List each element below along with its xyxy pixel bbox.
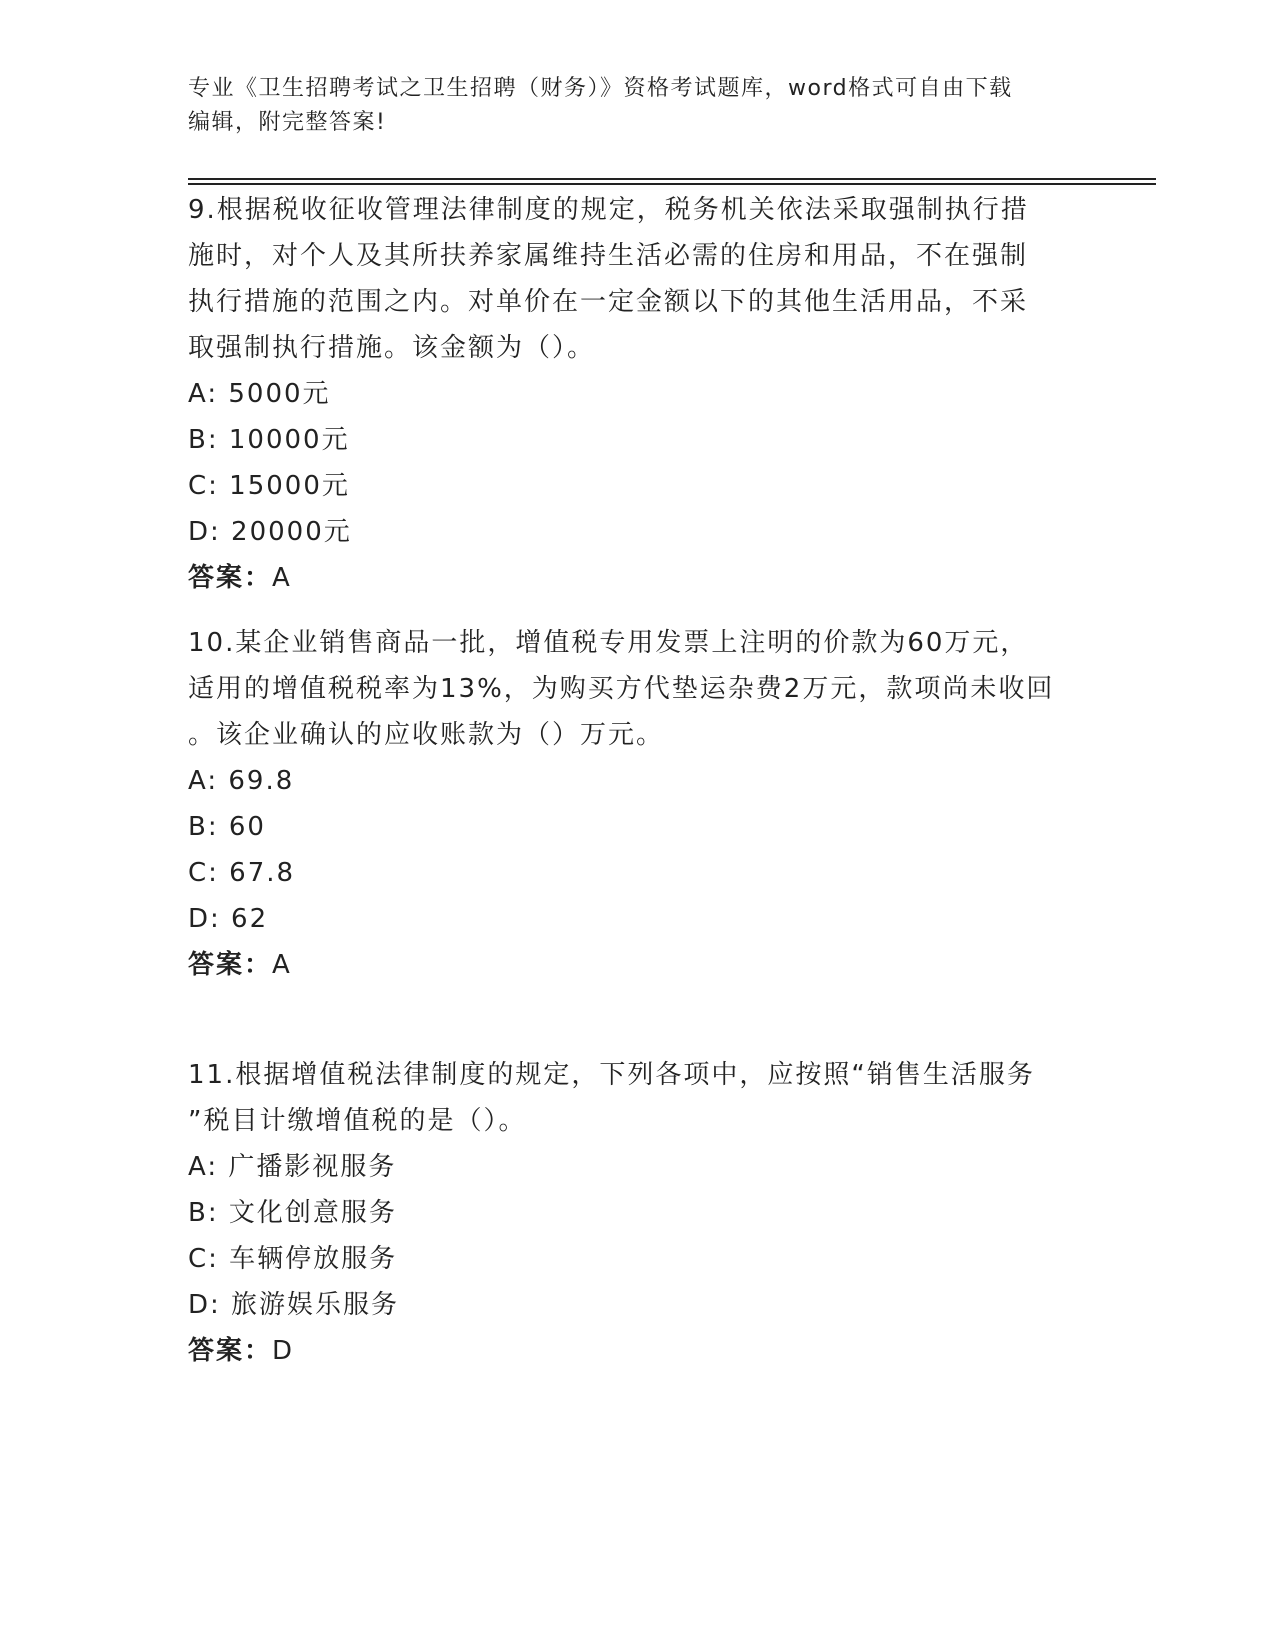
answer-label: 答案： — [188, 950, 273, 980]
stem-line: 执行措施的范围之内。对单价在一定金额以下的其他生活用品，不采 — [188, 287, 1029, 317]
document-header — [188, 72, 1088, 140]
answer-value: A — [272, 950, 292, 980]
option-b: B: 10000元 — [188, 425, 350, 455]
option-a: A: 5000元 — [188, 379, 331, 409]
answer-line — [188, 1328, 1088, 1374]
question-10 — [188, 620, 1088, 988]
option-b: B: 60 — [188, 812, 266, 842]
option-d: D: 旅游娱乐服务 — [188, 1290, 400, 1320]
header-divider-top — [188, 178, 1156, 180]
stem-line: 取强制执行措施。该金额为（）。 — [188, 333, 596, 363]
stem-line: 。该企业确认的应收账款为（）万元。 — [188, 720, 665, 750]
answer-line — [188, 942, 1088, 988]
answer-value: D — [272, 1336, 295, 1366]
answer-label: 答案： — [188, 1336, 273, 1366]
option-c: C: 15000元 — [188, 471, 350, 501]
stem-line: 11.根据增值税法律制度的规定，下列各项中，应按照“销售生活服务 — [188, 1060, 1035, 1090]
header-line-2: 编辑，附完整答案! — [188, 110, 387, 135]
option-c: C: 67.8 — [188, 858, 296, 888]
answer-value: A — [272, 563, 292, 593]
option-a: A: 69.8 — [188, 766, 295, 796]
header-line-1: 专业《卫生招聘考试之卫生招聘（财务）》资格考试题库，word格式可自由下载 — [188, 76, 1013, 101]
stem-line: 施时，对个人及其所扶养家属维持生活必需的住房和用品，不在强制 — [188, 241, 1029, 271]
question-stem — [188, 1052, 1088, 1144]
question-stem — [188, 187, 1088, 371]
option-d: D: 20000元 — [188, 517, 352, 547]
question-stem — [188, 620, 1088, 758]
option-b: B: 文化创意服务 — [188, 1198, 397, 1228]
question-11 — [188, 1052, 1088, 1374]
stem-line: 9.根据税收征收管理法律制度的规定，税务机关依法采取强制执行措 — [188, 195, 1029, 225]
option-d: D: 62 — [188, 904, 269, 934]
option-a: A: 广播影视服务 — [188, 1152, 397, 1182]
stem-line: ”税目计缴增值税的是（）。 — [188, 1106, 527, 1136]
answer-line — [188, 555, 1088, 601]
option-c: C: 车辆停放服务 — [188, 1244, 398, 1274]
answer-label: 答案： — [188, 563, 273, 593]
header-divider-bottom — [188, 183, 1156, 185]
stem-line: 适用的增值税税率为13%，为购买方代垫运杂费2万元，款项尚未收回 — [188, 674, 1055, 704]
stem-line: 10.某企业销售商品一批，增值税专用发票上注明的价款为60万元， — [188, 628, 1029, 658]
question-9 — [188, 187, 1088, 601]
